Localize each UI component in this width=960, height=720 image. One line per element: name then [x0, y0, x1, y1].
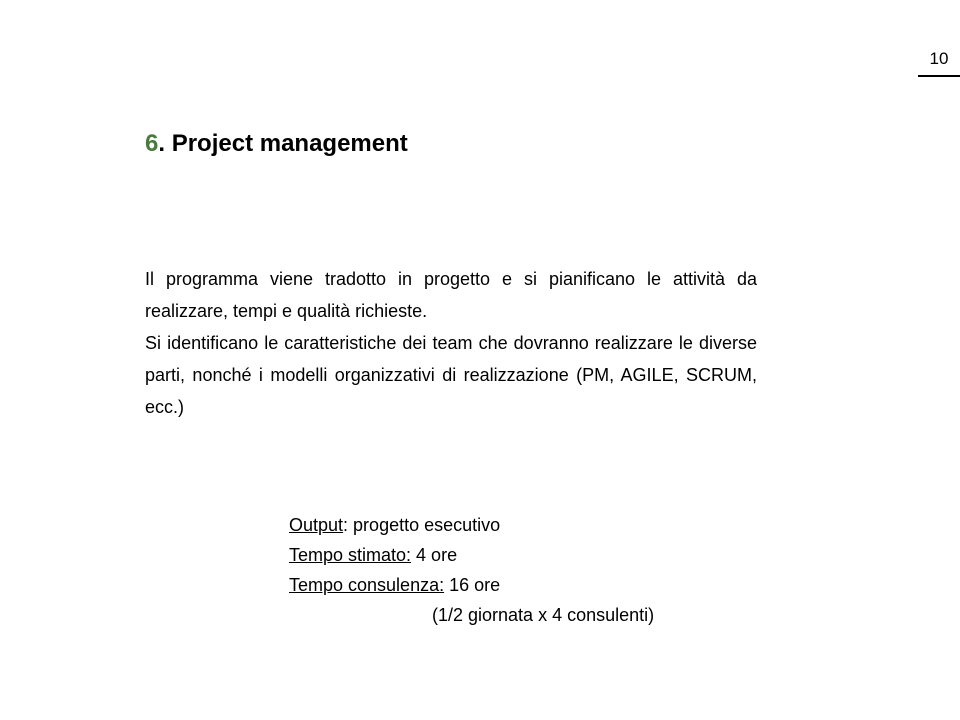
page-number-underline [918, 75, 960, 77]
time-estimate-value: 4 ore [411, 545, 458, 565]
consulting-note: (1/2 giornata x 4 consulenti) [432, 605, 655, 625]
consulting-time-label: Tempo consulenza: [289, 575, 445, 595]
body-paragraph-2: Si identificano le caratteristiche dei team che dovranno realizzare le diverse parti, nonché i modelli organizzativi di realizzazione (PM, AGILE, SCRUM, ecc.) [145, 333, 757, 417]
output-value: : progetto esecutivo [343, 515, 501, 535]
output-label: Output [289, 515, 344, 535]
page-number: 10 [929, 49, 949, 68]
body-paragraph-1: Il programma viene tradotto in progetto e si pianificano le attività da realizzare, tempi e qualità richieste. [145, 269, 757, 321]
summary-consulting-row [289, 570, 654, 600]
consulting-time-value: 16 ore [444, 575, 501, 595]
summary-block [289, 510, 654, 630]
slide-title [145, 128, 408, 160]
summary-time-row [289, 540, 654, 570]
section-title-text: . Project management [158, 130, 408, 157]
section-number: 6 [145, 130, 159, 157]
time-estimate-label: Tempo stimato: [289, 545, 412, 565]
body-text [145, 263, 757, 423]
summary-output-row [289, 510, 654, 540]
